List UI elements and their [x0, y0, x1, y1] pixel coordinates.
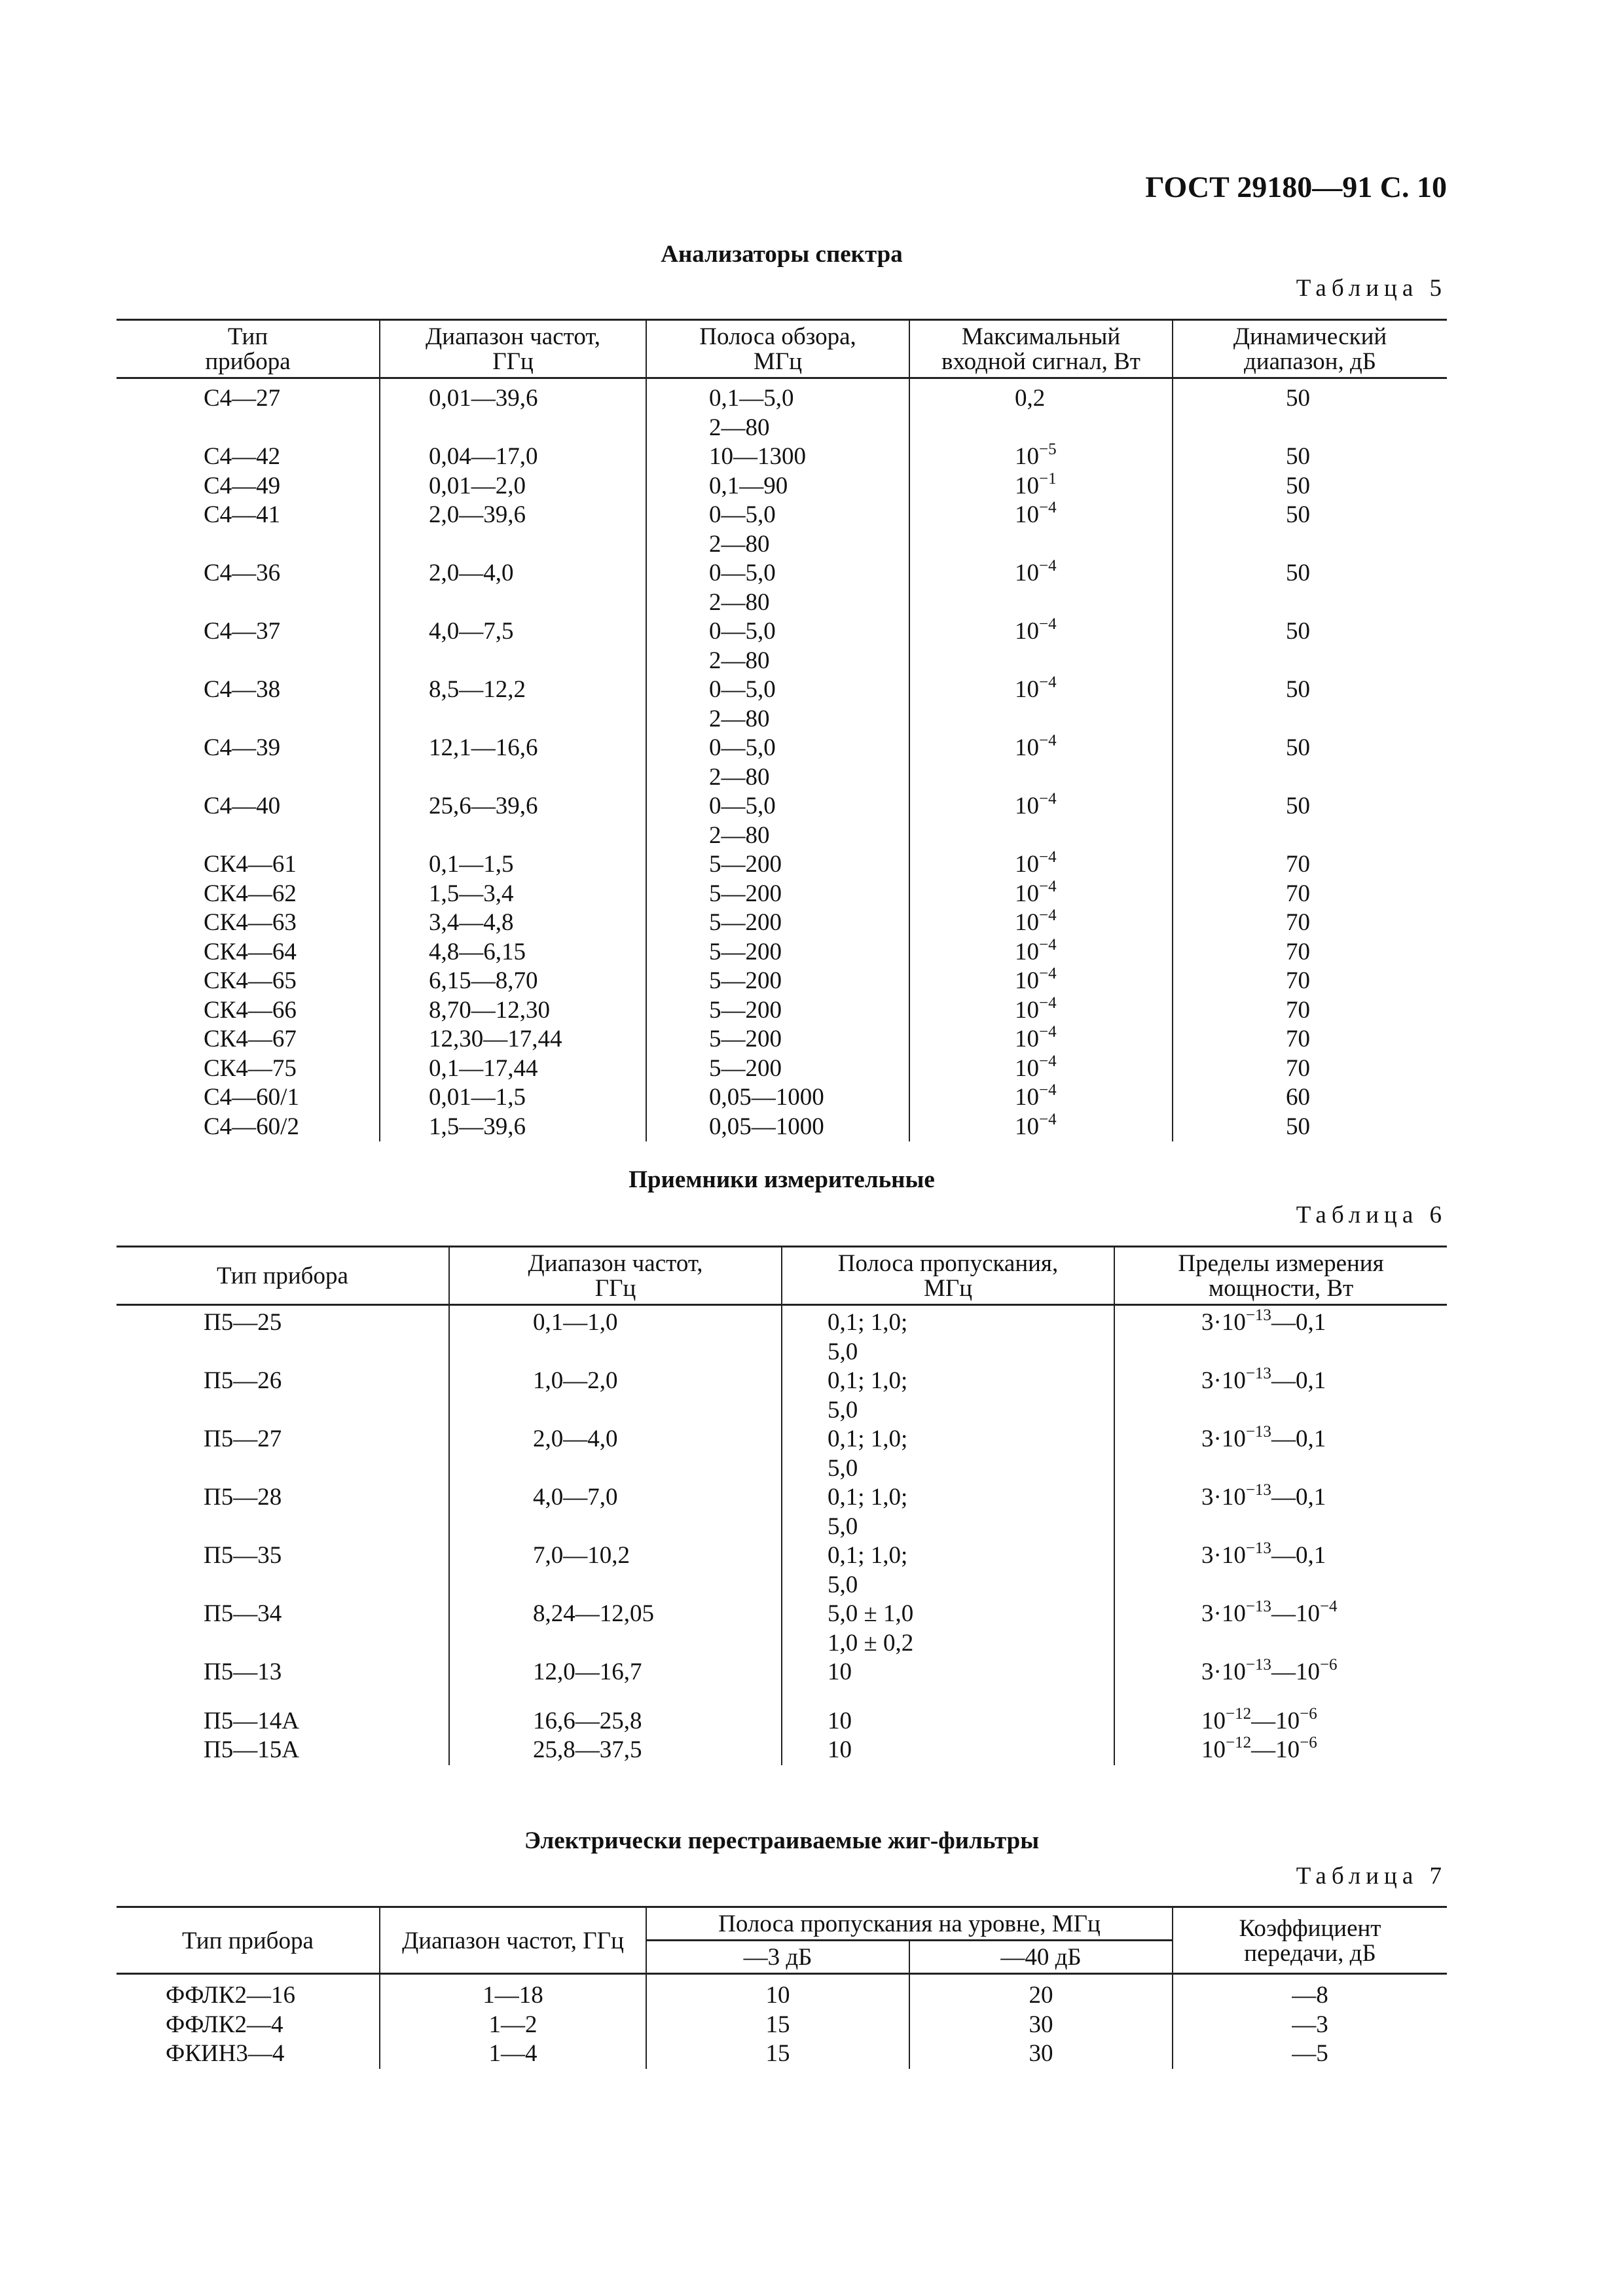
table-row: [117, 792, 1447, 850]
table-row: [117, 1541, 1447, 1600]
sweep-width-cell: 5—200: [709, 851, 782, 878]
device-type-cell: С4—60/2: [204, 1113, 299, 1140]
device-type-cell: С4—36: [204, 560, 281, 586]
dynamic-range-cell: 70: [1286, 909, 1310, 936]
frequency-range-cell: 8,5—12,2: [429, 676, 526, 703]
table-row: [117, 1083, 1447, 1113]
header-device-type: Тип прибора: [117, 1247, 449, 1305]
device-type-cell: СК4—61: [204, 851, 297, 878]
page-header: ГОСТ 29180—91 С. 10: [1145, 170, 1447, 204]
bandwidth-40db-cell: 20: [1029, 1982, 1053, 2009]
sweep-width-cell: 5—200: [709, 1054, 782, 1082]
max-input-cell: $10^{-4}$: [1015, 965, 1057, 994]
device-type-cell: С4—40: [204, 793, 281, 819]
dynamic-range-cell: 50: [1286, 385, 1310, 412]
frequency-range-cell: 8,70—12,30: [429, 996, 550, 1024]
device-type-cell: СК4—65: [204, 967, 297, 994]
power-limits-cell: $3\cdot 10^{-13}—0,1$: [1201, 1306, 1326, 1336]
transfer-coefficient-cell: —5: [1292, 2040, 1328, 2067]
device-type-cell: П5—27: [204, 1426, 282, 1452]
frequency-range-cell: 25,6—39,6: [429, 793, 538, 819]
max-input-cell: $10^{-4}$: [1015, 1052, 1057, 1082]
dynamic-range-cell: 50: [1286, 676, 1310, 703]
header-transfer-coefficient: Коэффициент передачи, дБ: [1173, 1907, 1447, 1974]
device-type-cell: П5—25: [204, 1309, 282, 1336]
device-type-cell: П5—28: [204, 1484, 282, 1511]
sweep-width-cell: 0—5,0 2—80: [709, 793, 776, 849]
frequency-range-cell: 4,8—6,15: [429, 938, 526, 965]
header-bandwidth-group: Полоса пропускания на уровне, МГц: [646, 1907, 1173, 1941]
max-input-cell: $10^{-4}$: [1015, 877, 1057, 907]
device-type-cell: С4—41: [204, 501, 281, 528]
table-row: [117, 850, 1447, 880]
device-type-cell: С4—39: [204, 734, 281, 761]
dynamic-range-cell: 70: [1286, 996, 1310, 1024]
max-input-cell: $10^{-4}$: [1015, 1110, 1057, 1140]
frequency-range-cell: 0,1—1,5: [429, 851, 514, 878]
sweep-width-cell: 5—200: [709, 996, 782, 1024]
dynamic-range-cell: 70: [1286, 967, 1310, 994]
power-limits-cell: $3\cdot 10^{-13}—0,1$: [1201, 1539, 1326, 1569]
bandwidth-3db-cell: 15: [765, 2040, 790, 2067]
device-type-cell: С4—49: [204, 472, 281, 499]
device-type-cell: СК4—67: [204, 1026, 297, 1052]
table-row: [117, 472, 1447, 501]
table-7-label: Таблица 7: [1296, 1863, 1447, 1890]
header-bandwidth-3db: —3 дБ: [646, 1941, 909, 1974]
section-title-spectrum-analyzers: Анализаторы спектра: [661, 241, 903, 268]
frequency-range-cell: 3,4—4,8: [429, 909, 514, 936]
table-5-spectrum-analyzers: [117, 319, 1447, 1141]
header-max-input: Максимальный входной сигнал, Вт: [909, 320, 1173, 378]
device-type-cell: С4—37: [204, 618, 281, 645]
header-device-type: Тип прибора: [117, 320, 380, 378]
device-type-cell: ФФЛК2—4: [166, 2011, 283, 2038]
frequency-range-cell: 1,0—2,0: [533, 1367, 618, 1394]
device-type-cell: С4—38: [204, 676, 281, 703]
device-type-cell: П5—14А: [204, 1707, 299, 1734]
frequency-range-cell: 12,0—16,7: [533, 1659, 642, 1685]
frequency-range-cell: 1,5—3,4: [429, 880, 514, 907]
table-7-yig-filters: [117, 1906, 1447, 2069]
bandwidth-cell: 10: [828, 1659, 852, 1685]
table-row: [117, 442, 1447, 472]
sweep-width-cell: 0—5,0 2—80: [709, 734, 776, 791]
device-type-cell: П5—13: [204, 1659, 282, 1685]
table-row: [117, 967, 1447, 996]
frequency-range-cell: 0,04—17,0: [429, 443, 538, 470]
table-row: [117, 2039, 1447, 2069]
power-limits-cell: $3\cdot 10^{-13}—0,1$: [1201, 1423, 1326, 1452]
table-5-label: Таблица 5: [1296, 275, 1447, 302]
dynamic-range-cell: 50: [1286, 618, 1310, 645]
dynamic-range-cell: 70: [1286, 938, 1310, 965]
frequency-range-cell: 6,15—8,70: [429, 967, 538, 994]
power-limits-cell: $3\cdot 10^{-13}—10^{-4}$: [1201, 1598, 1338, 1627]
dynamic-range-cell: 50: [1286, 734, 1310, 761]
table-row: [117, 1425, 1447, 1483]
max-input-cell: $10^{-4}$: [1015, 848, 1057, 878]
table-row: [117, 501, 1447, 559]
table-row: [117, 1113, 1447, 1142]
device-type-cell: П5—34: [204, 1600, 282, 1627]
max-input-cell: $10^{-4}$: [1015, 935, 1057, 965]
sweep-width-cell: 0,1—90: [709, 472, 788, 499]
dynamic-range-cell: 70: [1286, 1026, 1310, 1052]
table-row: [117, 1025, 1447, 1054]
header-device-type: Тип прибора: [117, 1907, 380, 1974]
table-row: [117, 938, 1447, 967]
table-row: [117, 675, 1447, 734]
frequency-range-cell: 7,0—10,2: [533, 1542, 630, 1569]
max-input-cell: $10^{-4}$: [1015, 906, 1057, 936]
device-type-cell: С4—42: [204, 443, 281, 470]
device-type-cell: СК4—75: [204, 1054, 297, 1082]
frequency-range-cell: 2,0—4,0: [429, 560, 514, 586]
dynamic-range-cell: 50: [1286, 472, 1310, 499]
frequency-range-cell: 0,1—17,44: [429, 1054, 538, 1082]
bandwidth-3db-cell: 10: [765, 1982, 790, 2009]
bandwidth-cell: 0,1; 1,0; 5,0: [828, 1426, 908, 1482]
device-type-cell: П5—15А: [204, 1736, 299, 1763]
frequency-range-cell: 4,0—7,0: [533, 1484, 618, 1511]
dynamic-range-cell: 70: [1286, 851, 1310, 878]
dynamic-range-cell: 50: [1286, 443, 1310, 470]
frequency-range-cell: 0,1—1,0: [533, 1309, 618, 1336]
max-input-cell: 0,2: [1015, 385, 1046, 412]
table-row: [117, 996, 1447, 1026]
frequency-range-cell: 4,0—7,5: [429, 618, 514, 645]
power-limits-cell: $3\cdot 10^{-13}—0,1$: [1201, 1365, 1326, 1394]
max-input-cell: $10^{-4}$: [1015, 994, 1057, 1024]
table-row: [117, 908, 1447, 938]
table-6-measuring-receivers: [117, 1246, 1447, 1765]
device-type-cell: СК4—66: [204, 996, 297, 1024]
bandwidth-cell: 0,1; 1,0; 5,0: [828, 1309, 908, 1365]
table-row: [117, 1658, 1447, 1707]
max-input-cell: $10^{-4}$: [1015, 732, 1057, 761]
header-frequency-range: Диапазон частот, ГГц: [380, 320, 646, 378]
max-input-cell: $10^{-4}$: [1015, 790, 1057, 819]
max-input-cell: $10^{-5}$: [1015, 440, 1057, 470]
frequency-range-cell: 2,0—4,0: [533, 1426, 618, 1452]
dynamic-range-cell: 60: [1286, 1084, 1310, 1111]
sweep-width-cell: 5—200: [709, 1026, 782, 1052]
device-type-cell: СК4—64: [204, 938, 297, 965]
device-type-cell: П5—26: [204, 1367, 282, 1394]
dynamic-range-cell: 50: [1286, 501, 1310, 528]
sweep-width-cell: 5—200: [709, 967, 782, 994]
table-row: [117, 2011, 1447, 2040]
power-limits-cell: $10^{-12}—10^{-6}$: [1201, 1704, 1317, 1734]
max-input-cell: $10^{-4}$: [1015, 1081, 1057, 1111]
bandwidth-cell: 5,0 ± 1,0 1,0 ± 0,2: [828, 1600, 914, 1657]
sweep-width-cell: 0—5,0 2—80: [709, 676, 776, 732]
table-row: [117, 1305, 1447, 1367]
sweep-width-cell: 0,1—5,0 2—80: [709, 385, 794, 441]
bandwidth-cell: 0,1; 1,0; 5,0: [828, 1542, 908, 1598]
table-row: [117, 1600, 1447, 1658]
max-input-cell: $10^{-4}$: [1015, 499, 1057, 528]
table-row: [117, 1707, 1447, 1736]
table-row: [117, 559, 1447, 617]
sweep-width-cell: 0,05—1000: [709, 1084, 824, 1111]
frequency-range-cell: 8,24—12,05: [533, 1600, 654, 1627]
table-row: [117, 1736, 1447, 1765]
header-sweep-width: Полоса обзора, МГц: [646, 320, 909, 378]
dynamic-range-cell: 50: [1286, 1113, 1310, 1140]
frequency-range-cell: 0,01—1,5: [429, 1084, 526, 1111]
dynamic-range-cell: 50: [1286, 793, 1310, 819]
header-bandwidth: Полоса пропускания, МГц: [782, 1247, 1114, 1305]
transfer-coefficient-cell: —3: [1292, 2011, 1328, 2038]
section-title-yig-filters: Электрически перестраиваемые жиг-фильтры: [524, 1827, 1040, 1854]
transfer-coefficient-cell: —8: [1292, 1982, 1328, 2009]
frequency-range-cell: 1—2: [488, 2011, 538, 2038]
frequency-range-cell: 1,5—39,6: [429, 1113, 526, 1140]
device-type-cell: С4—27: [204, 385, 281, 412]
header-power-limits: Пределы измерения мощности, Вт: [1114, 1247, 1447, 1305]
frequency-range-cell: 1—4: [488, 2040, 538, 2067]
power-limits-cell: $3\cdot 10^{-13}—0,1$: [1201, 1481, 1326, 1511]
bandwidth-cell: 0,1; 1,0; 5,0: [828, 1484, 908, 1540]
sweep-width-cell: 5—200: [709, 880, 782, 907]
device-type-cell: ФКИН3—4: [166, 2040, 285, 2067]
frequency-range-cell: 1—18: [483, 1982, 543, 2009]
sweep-width-cell: 0—5,0 2—80: [709, 501, 776, 558]
frequency-range-cell: 16,6—25,8: [533, 1707, 642, 1734]
device-type-cell: С4—60/1: [204, 1084, 299, 1111]
sweep-width-cell: 5—200: [709, 909, 782, 936]
bandwidth-cell: 0,1; 1,0; 5,0: [828, 1367, 908, 1424]
table-row: [117, 1054, 1447, 1084]
sweep-width-cell: 0—5,0 2—80: [709, 618, 776, 674]
header-frequency-range: Диапазон частот, ГГц: [380, 1907, 646, 1974]
section-title-measuring-receivers: Приемники измерительные: [629, 1166, 935, 1193]
header-bandwidth-40db: —40 дБ: [909, 1941, 1173, 1974]
device-type-cell: СК4—63: [204, 909, 297, 936]
table-6-label: Таблица 6: [1296, 1202, 1447, 1229]
sweep-width-cell: 0—5,0 2—80: [709, 560, 776, 616]
device-type-cell: СК4—62: [204, 880, 297, 907]
sweep-width-cell: 5—200: [709, 938, 782, 965]
device-type-cell: П5—35: [204, 1542, 282, 1569]
table-row: [117, 880, 1447, 909]
table-row: [117, 1367, 1447, 1425]
power-limits-cell: $3\cdot 10^{-13}—10^{-6}$: [1201, 1656, 1338, 1685]
sweep-width-cell: 10—1300: [709, 443, 806, 470]
frequency-range-cell: 25,8—37,5: [533, 1736, 642, 1763]
dynamic-range-cell: 70: [1286, 1054, 1310, 1082]
frequency-range-cell: 0,01—39,6: [429, 385, 538, 412]
max-input-cell: $10^{-4}$: [1015, 673, 1057, 703]
table-row: [117, 1974, 1447, 2011]
bandwidth-40db-cell: 30: [1029, 2011, 1053, 2038]
bandwidth-cell: 10: [828, 1736, 852, 1763]
frequency-range-cell: 0,01—2,0: [429, 472, 526, 499]
frequency-range-cell: 12,30—17,44: [429, 1026, 562, 1052]
max-input-cell: $10^{-4}$: [1015, 557, 1057, 586]
header-frequency-range: Диапазон частот, ГГц: [449, 1247, 782, 1305]
device-type-cell: ФФЛК2—16: [166, 1982, 295, 2009]
sweep-width-cell: 0,05—1000: [709, 1113, 824, 1140]
table-row: [117, 1483, 1447, 1541]
max-input-cell: $10^{-1}$: [1015, 469, 1057, 499]
bandwidth-cell: 10: [828, 1707, 852, 1734]
frequency-range-cell: 2,0—39,6: [429, 501, 526, 528]
max-input-cell: $10^{-4}$: [1015, 615, 1057, 645]
dynamic-range-cell: 70: [1286, 880, 1310, 907]
bandwidth-40db-cell: 30: [1029, 2040, 1053, 2067]
bandwidth-3db-cell: 15: [765, 2011, 790, 2038]
table-row: [117, 378, 1447, 443]
table-row: [117, 617, 1447, 675]
table-row: [117, 734, 1447, 792]
frequency-range-cell: 12,1—16,6: [429, 734, 538, 761]
power-limits-cell: $10^{-12}—10^{-6}$: [1201, 1734, 1317, 1763]
dynamic-range-cell: 50: [1286, 560, 1310, 586]
header-dynamic-range: Динамический диапазон, дБ: [1173, 320, 1447, 378]
max-input-cell: $10^{-4}$: [1015, 1023, 1057, 1052]
